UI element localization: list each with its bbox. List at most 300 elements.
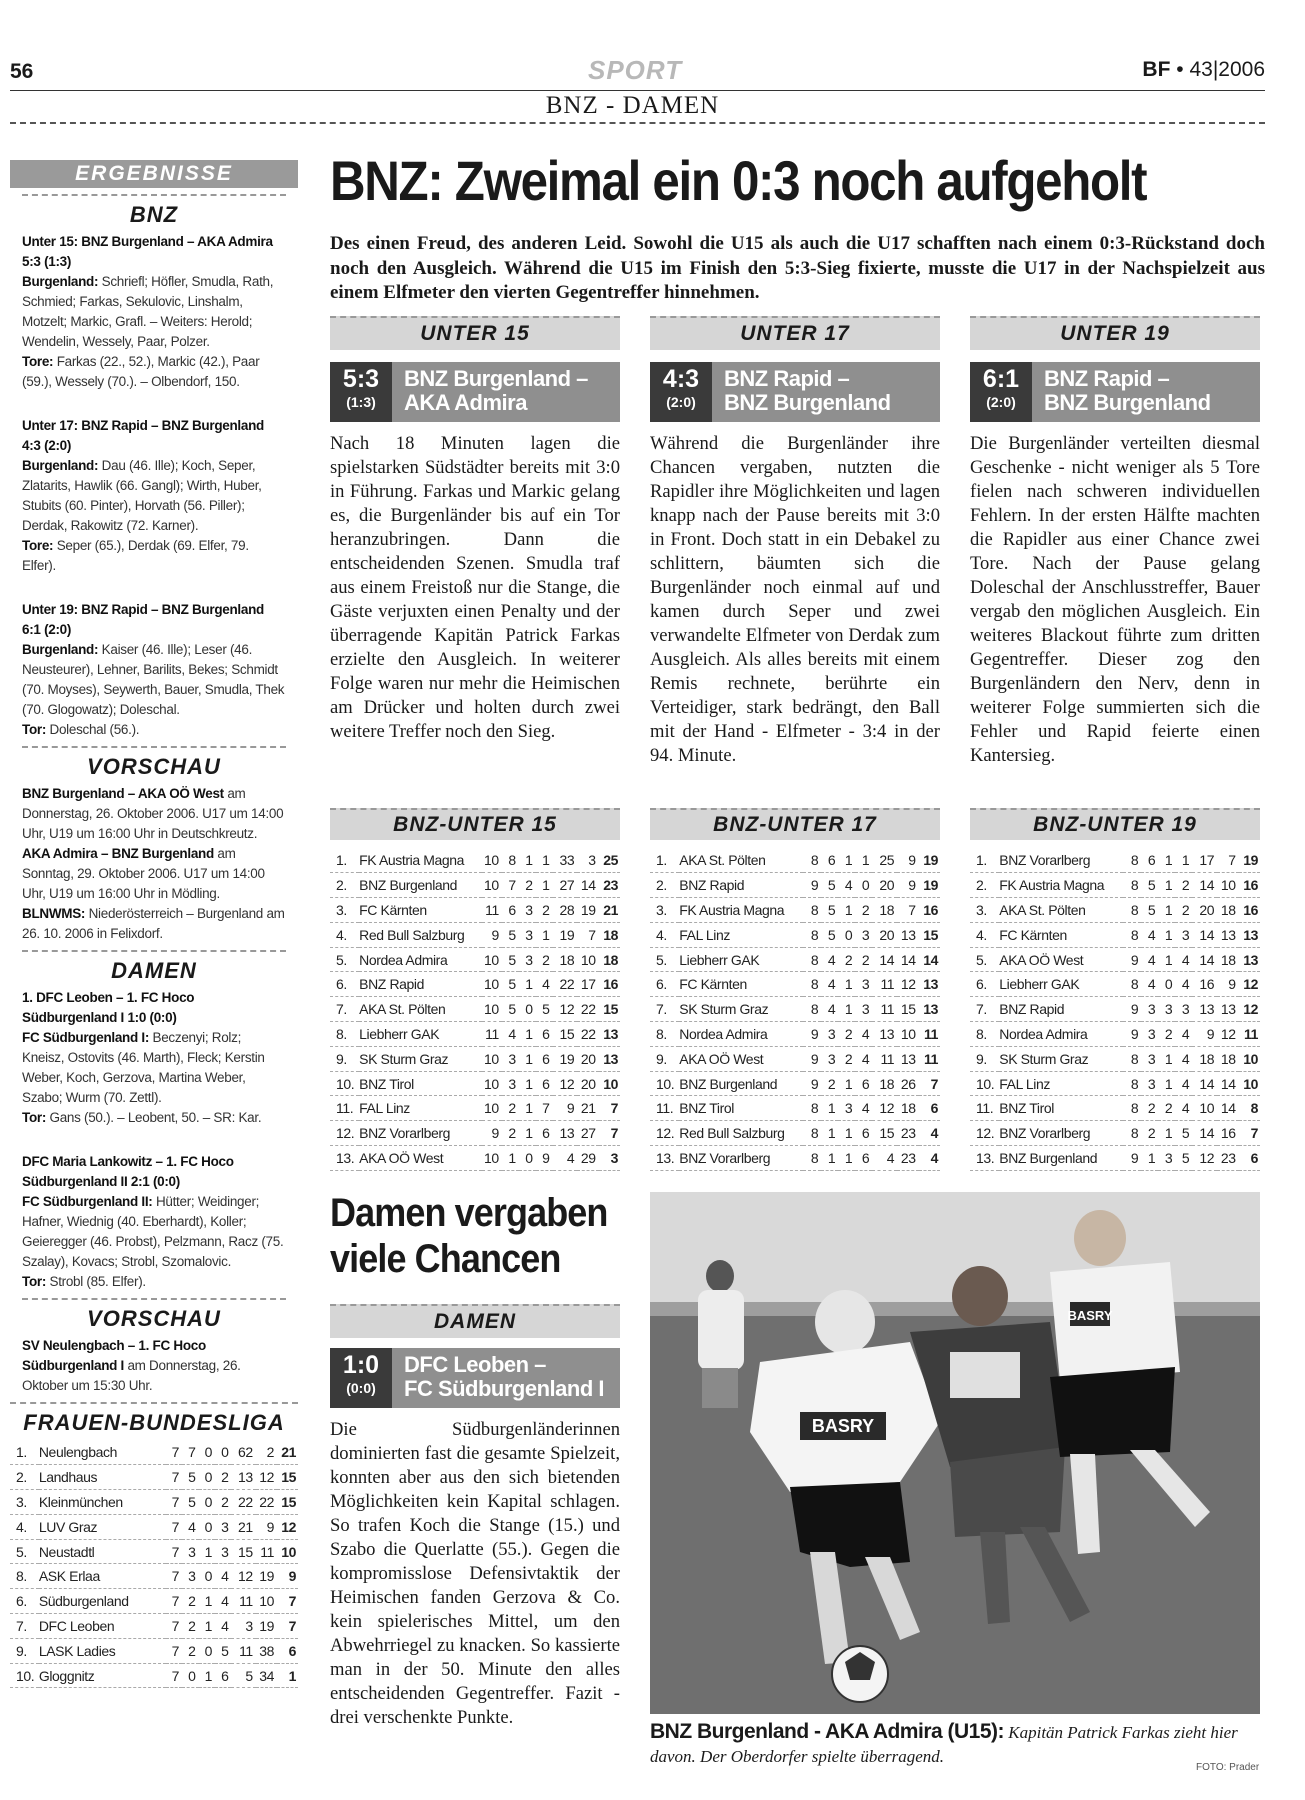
- stat: 22: [256, 1490, 277, 1515]
- rank: 1.: [330, 848, 359, 873]
- lineup-text: Beczenyi; Rolz; Kneisz, Ostovits (46. Marth), Fleck; Kerstin Weber, Koch, Gerzova, Martina Weber, Szabo; Wurm (70. Zettl).: [22, 1030, 265, 1105]
- halftime-score: (2:0): [666, 394, 696, 410]
- stat: 6: [536, 1046, 553, 1071]
- preview-text: am Donnerstag, 26. Oktober 2006. U17 um 14:00 Uhr, U19 um 16:00 Uhr in Deutschkreutz.: [22, 786, 284, 841]
- header-rule: [10, 90, 1265, 91]
- stat: 8: [502, 848, 519, 873]
- damen-headline-line-2: viele Chancen: [330, 1237, 561, 1281]
- standings-u17: [650, 808, 940, 1171]
- stat: 12: [256, 1465, 277, 1490]
- column-text: Die Burgenländer verteilten diesmal Geschenke - nicht weniger als 5 Tore fielen nach schweren individuellen Fehlern. In der ersten Hälfte machten die Rapidler aus einer Chance zwei Tore. Nach der Pause gelang Doleschal der Anschlusstreffer, Bauer vergab den möglichen Ausgleich. Ein weiteres Blackout führte zum dritten Gegentreffer. Dieser zog den Burgenländern den Nerv, denn in weiterer Folge summierten sich die Fehler und Rapid feierte einen Kantersieg.: [970, 433, 1260, 766]
- rank: 10.: [650, 1071, 679, 1096]
- stat: 5: [1141, 898, 1158, 923]
- team-name: Liebherr GAK: [359, 1022, 482, 1047]
- team-home: BNZ Rapid –: [724, 366, 850, 391]
- stat: 4: [855, 1022, 872, 1047]
- table-row: [330, 1096, 620, 1121]
- stat: 8: [1123, 922, 1142, 947]
- points: 10: [1239, 1071, 1260, 1096]
- subsection-label: BNZ - DAMEN: [545, 92, 720, 119]
- points: 18: [599, 922, 620, 947]
- column-text: Nach 18 Minuten lagen die spielstarken Südstädter bereits mit 3:0 in Führung. Farkas und Markic gelang es, die Burgenländer bis auf ein Tor heranzubringen. Dann die entscheidenden Szenen. Smudla traf aus einem Freistoß nur die Stange, die Gäste verjuxten einen Penalty und der überragende Kapitän Patrick Farkas erzielte den Ausgleich. In weiterer Folge waren nur mehr die Heimischen am Drücker und holten durch zwei weitere Treffer noch den Sieg.: [330, 433, 620, 742]
- column-u15: [330, 316, 620, 744]
- team-name: FAL Linz: [359, 1096, 482, 1121]
- stat: 8: [803, 1146, 822, 1171]
- points: 21: [599, 898, 620, 923]
- stat: 1: [838, 1121, 855, 1146]
- stat: 9: [256, 1514, 277, 1539]
- stat: 1: [1158, 947, 1175, 972]
- stat: 17: [1192, 848, 1217, 873]
- stat: 10: [482, 848, 502, 873]
- table-row: [650, 997, 940, 1022]
- standings-table: [650, 848, 940, 1171]
- stat: 5: [821, 898, 838, 923]
- stat: 2: [1158, 1022, 1175, 1047]
- stat: 1: [536, 848, 553, 873]
- points: 7: [277, 1614, 298, 1639]
- stat: 22: [577, 1022, 598, 1047]
- stat: 2: [1141, 1121, 1158, 1146]
- stat: 2: [838, 947, 855, 972]
- team-name: BNZ Burgenland: [679, 1071, 802, 1096]
- stat: 1: [838, 848, 855, 873]
- stat: 9: [553, 1096, 578, 1121]
- stat: 11: [231, 1589, 255, 1614]
- publication-name: BF: [1142, 58, 1171, 81]
- stat: 33: [553, 848, 578, 873]
- ergebnisse-header: ERGEBNISSE: [10, 160, 298, 188]
- photo-caption: [650, 1720, 1260, 1769]
- table-row: [650, 922, 940, 947]
- points: 7: [1239, 1121, 1260, 1146]
- frauen-bundesliga-table: [10, 1440, 298, 1688]
- goals-text: Doleschal (56.).: [49, 722, 140, 737]
- goals-text: Gans (50.). – Leobent, 50. – SR: Kar.: [49, 1110, 262, 1125]
- score-box: [330, 1348, 620, 1408]
- stat: 18: [553, 947, 578, 972]
- stat: 4: [838, 873, 855, 898]
- table-row: [10, 1440, 298, 1465]
- rank: 6.: [10, 1589, 39, 1614]
- result-goals: [22, 1272, 286, 1292]
- points: 16: [1239, 873, 1260, 898]
- rank: 3.: [650, 898, 679, 923]
- stat: 3: [855, 997, 872, 1022]
- article-headline: BNZ: Zweimal ein 0:3 noch aufgeholt: [330, 149, 1147, 212]
- standings-table: [330, 848, 620, 1171]
- points: 6: [277, 1638, 298, 1663]
- column-header: UNTER 19: [970, 316, 1260, 350]
- points: 15: [599, 997, 620, 1022]
- rank: 4.: [10, 1514, 39, 1539]
- stat: 4: [855, 1096, 872, 1121]
- points: 7: [919, 1071, 940, 1096]
- table-row: [330, 1046, 620, 1071]
- team-name: AKA OÖ West: [999, 947, 1122, 972]
- stat: 13: [897, 922, 918, 947]
- stat: 4: [215, 1589, 231, 1614]
- team-name: ASK Erlaa: [39, 1564, 166, 1589]
- rank: 3.: [330, 898, 359, 923]
- stat: 1: [519, 1046, 536, 1071]
- preview-match: BLNWMS:: [22, 906, 86, 921]
- table-row: [10, 1638, 298, 1663]
- team-name: DFC Leoben: [39, 1614, 166, 1639]
- stat: 1: [821, 1146, 838, 1171]
- team-name: FC Kärnten: [359, 898, 482, 923]
- rank: 9.: [10, 1638, 39, 1663]
- stat: 3: [821, 1022, 838, 1047]
- bnz-header: BNZ: [22, 194, 286, 228]
- stat: 9: [1123, 997, 1142, 1022]
- stat: 21: [577, 1096, 598, 1121]
- stat: 20: [577, 1046, 598, 1071]
- stat: 18: [1217, 1046, 1238, 1071]
- stat: 8: [803, 947, 822, 972]
- stat: 5: [536, 997, 553, 1022]
- table-row: [10, 1589, 298, 1614]
- stat: 2: [519, 873, 536, 898]
- result-damen-1: [10, 988, 298, 1128]
- points: 11: [919, 1022, 940, 1047]
- stat: 6: [536, 1071, 553, 1096]
- points: 16: [919, 898, 940, 923]
- rank: 8.: [650, 1022, 679, 1047]
- stat: 27: [553, 873, 578, 898]
- stat: 6: [1141, 848, 1158, 873]
- stat: 1: [855, 848, 872, 873]
- column-header: UNTER 17: [650, 316, 940, 350]
- final-score: 6:1: [982, 365, 1020, 393]
- preview-damen: [10, 1336, 298, 1396]
- stat: 4: [182, 1514, 198, 1539]
- rank: 7.: [650, 997, 679, 1022]
- stat: 13: [1217, 922, 1238, 947]
- result-title: DFC Maria Lankowitz – 1. FC Hoco Südburgenland II 2:1 (0:0): [22, 1154, 234, 1189]
- team-name: FAL Linz: [679, 922, 802, 947]
- table-row: [10, 1514, 298, 1539]
- rank: 1.: [650, 848, 679, 873]
- stat: 0: [199, 1465, 215, 1490]
- rank: 12.: [330, 1121, 359, 1146]
- stat: 7: [897, 898, 918, 923]
- stat: 4: [1141, 947, 1158, 972]
- rank: 8.: [330, 1022, 359, 1047]
- vorschau-header-2: VORSCHAU: [22, 1298, 286, 1332]
- damen-headline: [330, 1190, 608, 1282]
- stat: 9: [482, 922, 502, 947]
- stat: 5: [502, 922, 519, 947]
- points: 21: [277, 1440, 298, 1465]
- stat: 19: [553, 922, 578, 947]
- rank: 4.: [650, 922, 679, 947]
- stat: 6: [502, 898, 519, 923]
- rank: 7.: [10, 1614, 39, 1639]
- stat: 3: [519, 922, 536, 947]
- stat: 1: [519, 1121, 536, 1146]
- table-row: [970, 1121, 1260, 1146]
- team-home: DFC Leoben –: [404, 1352, 546, 1377]
- rank: 5.: [330, 947, 359, 972]
- stat: 6: [821, 848, 838, 873]
- rank: 10.: [330, 1071, 359, 1096]
- rank: 2.: [330, 873, 359, 898]
- stat: 5: [1175, 1121, 1192, 1146]
- stat: 3: [855, 922, 872, 947]
- stat: 1: [821, 1096, 838, 1121]
- rank: 3.: [970, 898, 999, 923]
- rank: 11.: [330, 1096, 359, 1121]
- stat: 4: [1175, 947, 1192, 972]
- standings-u15: [330, 808, 620, 1171]
- standings-header: BNZ-UNTER 19: [970, 808, 1260, 840]
- stat: 11: [872, 997, 897, 1022]
- rank: 8.: [970, 1022, 999, 1047]
- stat: 7: [166, 1663, 182, 1688]
- team-away: BNZ Burgenland: [1044, 390, 1211, 415]
- points: 4: [919, 1121, 940, 1146]
- rank: 4.: [970, 922, 999, 947]
- score: [970, 362, 1032, 422]
- table-row: [10, 1614, 298, 1639]
- table-row: [650, 1096, 940, 1121]
- stat: 12: [231, 1564, 255, 1589]
- stat: 2: [1158, 1096, 1175, 1121]
- team-name: BNZ Vorarlberg: [999, 1121, 1122, 1146]
- stat: 7: [166, 1465, 182, 1490]
- stat: 6: [215, 1663, 231, 1688]
- stat: 19: [256, 1564, 277, 1589]
- stat: 4: [1141, 972, 1158, 997]
- result-title: Unter 17: BNZ Rapid – BNZ Burgenland 4:3 (2:0): [22, 418, 264, 453]
- column-header: DAMEN: [330, 1304, 620, 1338]
- stat: 14: [577, 873, 598, 898]
- stat: 3: [215, 1539, 231, 1564]
- lineup-text: Dau (46. Ille); Koch, Seper, Zlatarits, Hawlik (66. Gangl); Wirth, Huber, Stubits (60. Pinter), Horvath (56. Piller); Derdak, Rakowitz (72. Karner).: [22, 458, 262, 533]
- stat: 9: [897, 873, 918, 898]
- stat: 5: [231, 1663, 255, 1688]
- points: 10: [599, 1071, 620, 1096]
- stat: 19: [577, 898, 598, 923]
- team-name: Liebherr GAK: [679, 947, 802, 972]
- standings-table: [970, 848, 1260, 1171]
- stat: 10: [482, 972, 502, 997]
- stat: 12: [1217, 1022, 1238, 1047]
- stat: 3: [1158, 1146, 1175, 1171]
- points: 19: [919, 848, 940, 873]
- section-label: SPORT: [588, 55, 683, 85]
- stat: 14: [1192, 873, 1217, 898]
- stat: 1: [199, 1614, 215, 1639]
- stat: 13: [1217, 997, 1238, 1022]
- rank: 13.: [330, 1146, 359, 1171]
- stat: 18: [872, 898, 897, 923]
- stat: 11: [482, 898, 502, 923]
- table-row: [10, 1465, 298, 1490]
- stat: 5: [821, 922, 838, 947]
- stat: 7: [166, 1514, 182, 1539]
- stat: 29: [577, 1146, 598, 1171]
- table-row: [330, 1146, 620, 1171]
- stat: 9: [1192, 1022, 1217, 1047]
- stat: 12: [553, 1071, 578, 1096]
- stat: 8: [1123, 972, 1142, 997]
- stat: 2: [838, 1046, 855, 1071]
- team-name: AKA St. Pölten: [359, 997, 482, 1022]
- stat: 1: [838, 1071, 855, 1096]
- stat: 6: [536, 1121, 553, 1146]
- publication-separator: •: [1176, 58, 1184, 81]
- stat: 8: [803, 898, 822, 923]
- stat: 10: [897, 1022, 918, 1047]
- rank: 8.: [10, 1564, 39, 1589]
- stat: 0: [199, 1490, 215, 1515]
- stat: 2: [536, 898, 553, 923]
- team-name: BNZ Burgenland: [359, 873, 482, 898]
- stat: 4: [1175, 1022, 1192, 1047]
- points: 13: [599, 1046, 620, 1071]
- stat: 10: [482, 1096, 502, 1121]
- points: 11: [919, 1046, 940, 1071]
- stat: 0: [519, 997, 536, 1022]
- stat: 10: [482, 873, 502, 898]
- stat: 3: [502, 1046, 519, 1071]
- points: 23: [599, 873, 620, 898]
- points: 13: [1239, 947, 1260, 972]
- table-row: [970, 873, 1260, 898]
- stat: 2: [821, 1071, 838, 1096]
- table-row: [10, 1564, 298, 1589]
- team-name: BNZ Rapid: [679, 873, 802, 898]
- preview-item: [22, 784, 286, 844]
- stat: 18: [1192, 1046, 1217, 1071]
- stat: 1: [1158, 898, 1175, 923]
- stat: 6: [855, 1071, 872, 1096]
- stat: 13: [872, 1022, 897, 1047]
- stat: 15: [872, 1121, 897, 1146]
- points: 6: [1239, 1146, 1260, 1171]
- stat: 15: [553, 1022, 578, 1047]
- stat: 7: [166, 1638, 182, 1663]
- stat: 17: [577, 972, 598, 997]
- stat: 1: [1158, 848, 1175, 873]
- stat: 13: [553, 1121, 578, 1146]
- stat: 4: [553, 1146, 578, 1171]
- rank: 6.: [330, 972, 359, 997]
- team-name: Nordea Admira: [999, 1022, 1122, 1047]
- stat: 18: [872, 1071, 897, 1096]
- preview-item: [22, 844, 286, 904]
- publication-issue: 43|2006: [1189, 58, 1265, 81]
- team-name: BNZ Tirol: [679, 1096, 802, 1121]
- stat: 18: [897, 1096, 918, 1121]
- goals-text: Farkas (22., 52.), Markic (42.), Paar (59.), Wessely (70.). – Olbendorf, 150.: [22, 354, 260, 389]
- stat: 0: [215, 1440, 231, 1465]
- preview-text: am Sonntag, 29. Oktober 2006. U17 um 14:00 Uhr, U19 um 16:00 Uhr in Mödling.: [22, 846, 265, 901]
- stat: 4: [872, 1146, 897, 1171]
- stat: 8: [803, 972, 822, 997]
- column-u19: [970, 316, 1260, 768]
- jersey-text: BASRY: [1067, 1308, 1113, 1323]
- team-name: FAL Linz: [999, 1071, 1122, 1096]
- points: 7: [599, 1096, 620, 1121]
- stat: 12: [897, 972, 918, 997]
- stat: 15: [897, 997, 918, 1022]
- table-row: [970, 1096, 1260, 1121]
- stat: 2: [502, 1096, 519, 1121]
- points: 10: [1239, 1046, 1260, 1071]
- table-row: [970, 898, 1260, 923]
- teams: [1044, 367, 1211, 415]
- stat: 3: [215, 1514, 231, 1539]
- stat: 19: [553, 1046, 578, 1071]
- stat: 1: [519, 1096, 536, 1121]
- football-players-image: [650, 1192, 1260, 1714]
- stat: 5: [1175, 1146, 1192, 1171]
- stat: 2: [1175, 898, 1192, 923]
- stat: 3: [182, 1539, 198, 1564]
- team-name: Red Bull Salzburg: [679, 1121, 802, 1146]
- rank: 12.: [970, 1121, 999, 1146]
- table-row: [330, 1121, 620, 1146]
- stat: 14: [1217, 1096, 1238, 1121]
- stat: 9: [536, 1146, 553, 1171]
- rank: 6.: [650, 972, 679, 997]
- table-row: [330, 922, 620, 947]
- stat: 6: [855, 1121, 872, 1146]
- rank: 1.: [970, 848, 999, 873]
- result-title: 1. DFC Leoben – 1. FC Hoco Südburgenland I 1:0 (0:0): [22, 990, 195, 1025]
- result-goals: [22, 536, 286, 576]
- stat: 9: [1217, 972, 1238, 997]
- points: 10: [277, 1539, 298, 1564]
- stat: 3: [502, 1071, 519, 1096]
- score: [650, 362, 712, 422]
- stat: 7: [182, 1440, 198, 1465]
- lineup-label: FC Südburgenland I:: [22, 1030, 150, 1045]
- stat: 2: [1175, 873, 1192, 898]
- stat: 2: [215, 1490, 231, 1515]
- stat: 3: [1175, 922, 1192, 947]
- stat: 8: [1123, 873, 1142, 898]
- goals-label: Tor:: [22, 1110, 47, 1125]
- article-lead: Des einen Freud, des anderen Leid. Sowohl die U15 als auch die U17 schafften nach einem 0:3-Rückstand doch noch den Ausgleich. Während die U15 im Finish den 5:3-Sieg fixierte, musste die U17 in der Nachspielzeit aus einem Elfmeter den vierten Gegentreffer hinnehmen.: [330, 233, 1265, 303]
- jersey-text: BASRY: [811, 1416, 875, 1436]
- stat: 7: [536, 1096, 553, 1121]
- stat: 1: [838, 1146, 855, 1171]
- lineup-label: Burgenland:: [22, 642, 99, 657]
- stat: 14: [897, 947, 918, 972]
- stat: 4: [1175, 972, 1192, 997]
- stat: 10: [482, 1071, 502, 1096]
- stat: 0: [199, 1638, 215, 1663]
- stat: 10: [482, 1046, 502, 1071]
- rank: 10.: [10, 1663, 39, 1688]
- lineup-label: Burgenland:: [22, 274, 99, 289]
- table-row: [970, 922, 1260, 947]
- rank: 2.: [10, 1465, 39, 1490]
- stat: 0: [199, 1514, 215, 1539]
- stat: 11: [231, 1638, 255, 1663]
- stat: 1: [519, 972, 536, 997]
- team-name: Nordea Admira: [679, 1022, 802, 1047]
- table-row: [10, 1539, 298, 1564]
- result-u15: [10, 232, 298, 392]
- stat: 5: [502, 947, 519, 972]
- stat: 9: [803, 873, 822, 898]
- stat: 7: [166, 1614, 182, 1639]
